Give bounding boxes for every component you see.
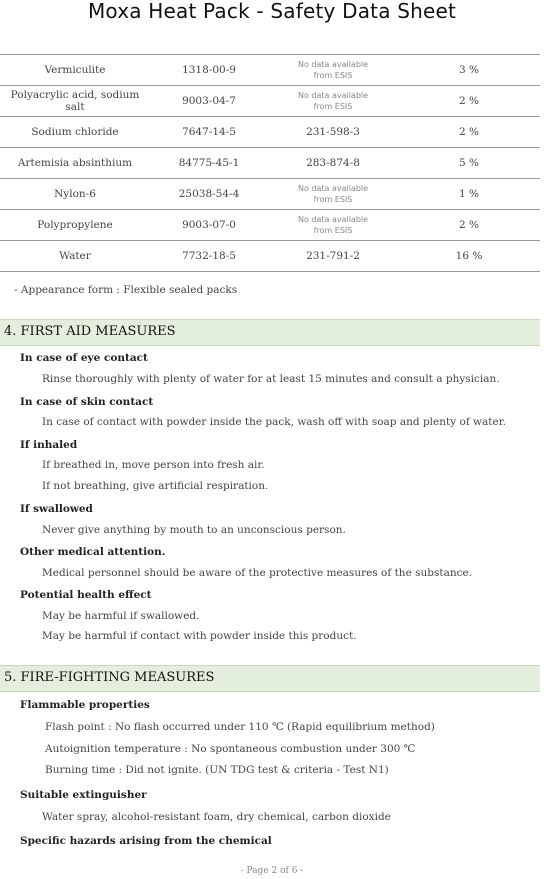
ec-nodata-line-2: from ESIS bbox=[313, 195, 353, 204]
ec-nodata-line-2: from ESIS bbox=[313, 102, 353, 111]
appearance-note: - Appearance form : Flexible sealed packs bbox=[14, 284, 238, 296]
health-effect-text-2: May be harmful if contact with powder inside this product. bbox=[42, 630, 357, 642]
ec-number: 231-598-3 bbox=[268, 117, 398, 148]
health-effect-heading: Potential health effect bbox=[20, 589, 152, 601]
eye-contact-heading: In case of eye contact bbox=[20, 352, 148, 364]
table-row bbox=[0, 55, 540, 86]
other-medical-heading: Other medical attention. bbox=[20, 546, 166, 558]
inhaled-text-1: If breathed in, move person into fresh air. bbox=[42, 459, 265, 471]
composition-table bbox=[0, 54, 540, 272]
substance-name: Sodium chloride bbox=[0, 117, 150, 148]
inhaled-text-2: If not breathing, give artificial respiration. bbox=[42, 480, 269, 492]
eye-contact-text: Rinse thoroughly with plenty of water for at least 15 minutes and consult a physician. bbox=[42, 373, 500, 385]
substance-name: Vermiculite bbox=[0, 55, 150, 86]
flammable-heading: Flammable properties bbox=[20, 699, 150, 711]
substance-name: Polypropylene bbox=[0, 210, 150, 241]
table-row bbox=[0, 210, 540, 241]
cas-number: 7732-18-5 bbox=[150, 241, 268, 272]
skin-contact-text: In case of contact with powder inside the pack, wash off with soap and plenty of water. bbox=[42, 416, 506, 428]
autoignition-text: Autoignition temperature : No spontaneous combustion under 300 ℃ bbox=[45, 743, 416, 755]
table-row bbox=[0, 179, 540, 210]
cas-number: 9003-04-7 bbox=[150, 86, 268, 117]
cas-number: 9003-07-0 bbox=[150, 210, 268, 241]
cas-number: 1318-00-9 bbox=[150, 55, 268, 86]
flash-point-text: Flash point : No flash occurred under 110 ℃ (Rapid equilibrium method) bbox=[45, 721, 435, 733]
substance-name: Artemisia absinthium bbox=[0, 148, 150, 179]
percent-value: 5 % bbox=[398, 148, 540, 179]
ec-number: 231-791-2 bbox=[268, 241, 398, 272]
substance-name: Water bbox=[0, 241, 150, 272]
table-row bbox=[0, 241, 540, 272]
ec-nodata-line-2: from ESIS bbox=[313, 71, 353, 80]
ec-number bbox=[268, 55, 398, 86]
section-5-title: 5. FIRE-FIGHTING MEASURES bbox=[4, 670, 215, 685]
cas-number: 84775-45-1 bbox=[150, 148, 268, 179]
percent-value: 3 % bbox=[398, 55, 540, 86]
ec-number bbox=[268, 179, 398, 210]
substance-name: Polyacrylic acid, sodium salt bbox=[0, 86, 150, 117]
inhaled-heading: If inhaled bbox=[20, 439, 78, 451]
section-4-header bbox=[0, 319, 540, 346]
page-footer: - Page 2 of 6 - bbox=[240, 866, 304, 876]
health-effect-text-1: May be harmful if swallowed. bbox=[42, 610, 200, 622]
table-row bbox=[0, 117, 540, 148]
percent-value: 2 % bbox=[398, 86, 540, 117]
ec-number bbox=[268, 210, 398, 241]
cas-number: 25038-54-4 bbox=[150, 179, 268, 210]
percent-value: 16 % bbox=[398, 241, 540, 272]
percent-value: 2 % bbox=[398, 210, 540, 241]
section-5-header bbox=[0, 665, 540, 692]
section-4-title: 4. FIRST AID MEASURES bbox=[4, 324, 176, 339]
ec-nodata-line-1: No data available bbox=[297, 215, 369, 224]
extinguisher-text: Water spray, alcohol-resistant foam, dry chemical, carbon dioxide bbox=[42, 811, 391, 823]
swallowed-text: Never give anything by mouth to an unconscious person. bbox=[42, 524, 346, 536]
extinguisher-heading: Suitable extinguisher bbox=[20, 789, 147, 801]
ec-nodata-line-1: No data available bbox=[297, 91, 369, 100]
percent-value: 1 % bbox=[398, 179, 540, 210]
swallowed-heading: If swallowed bbox=[20, 503, 93, 515]
ec-nodata-line-1: No data available bbox=[297, 184, 369, 193]
document-title: Moxa Heat Pack - Safety Data Sheet bbox=[87, 0, 457, 23]
substance-name: Nylon-6 bbox=[0, 179, 150, 210]
ec-number bbox=[268, 86, 398, 117]
ec-number: 283-874-8 bbox=[268, 148, 398, 179]
table-row bbox=[0, 148, 540, 179]
skin-contact-heading: In case of skin contact bbox=[20, 396, 154, 408]
percent-value: 2 % bbox=[398, 117, 540, 148]
ec-nodata-line-1: No data available bbox=[297, 60, 369, 69]
cas-number: 7647-14-5 bbox=[150, 117, 268, 148]
burning-time-text: Burning time : Did not ignite. (UN TDG test & criteria - Test N1) bbox=[45, 764, 389, 776]
specific-hazards-heading: Specific hazards arising from the chemical bbox=[20, 835, 272, 847]
other-medical-text: Medical personnel should be aware of the protective measures of the substance. bbox=[42, 567, 473, 579]
ec-nodata-line-2: from ESIS bbox=[313, 226, 353, 235]
table-row bbox=[0, 86, 540, 117]
